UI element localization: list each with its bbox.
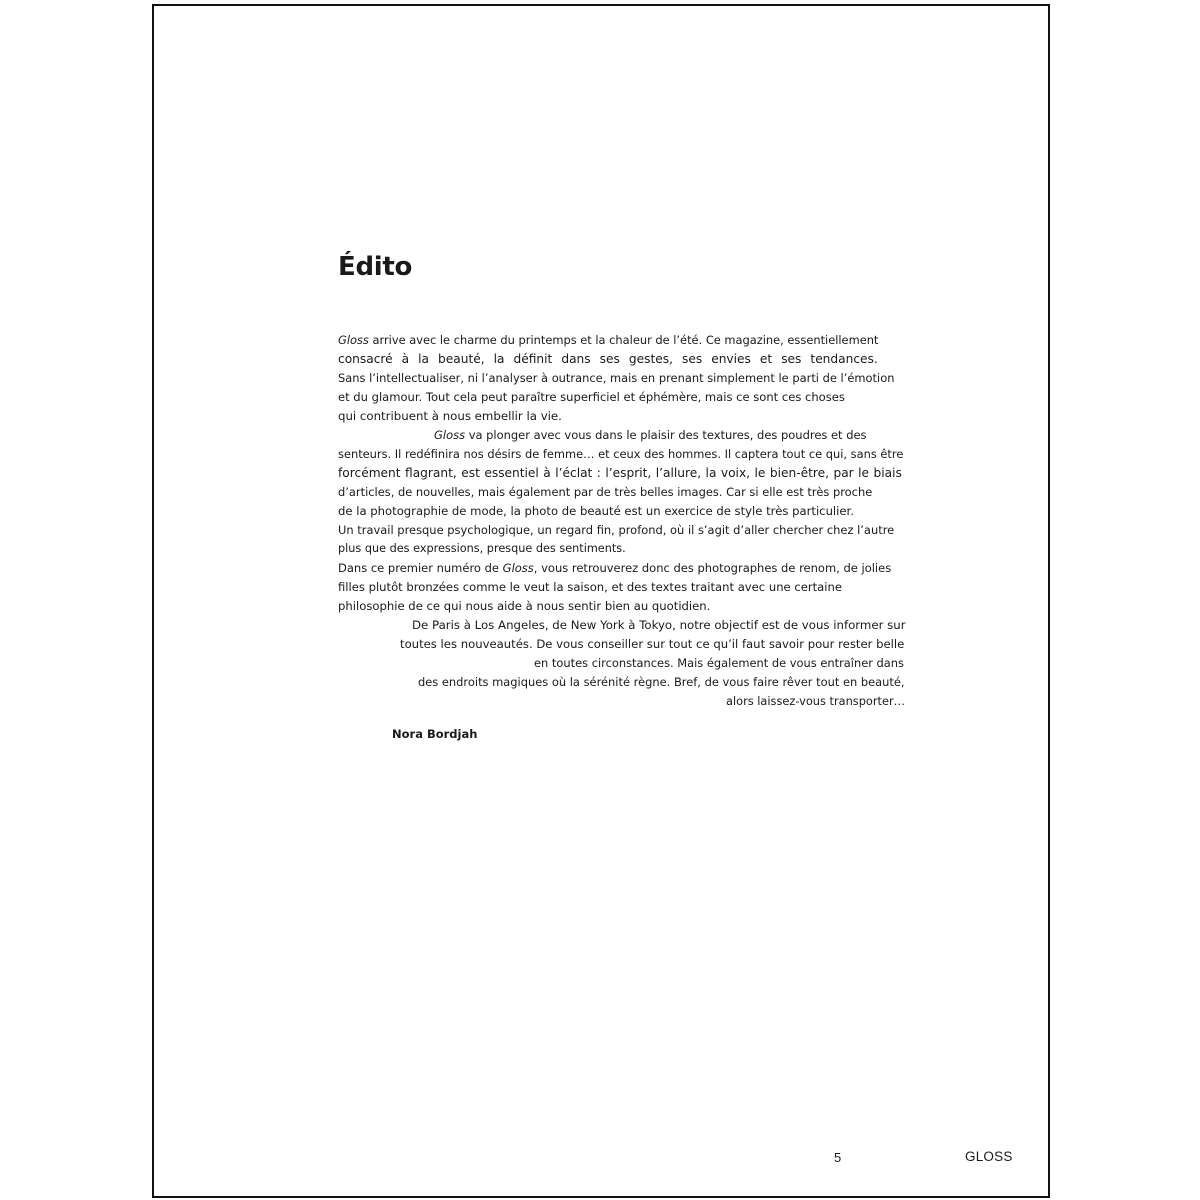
body-line: senteurs. Il redéfinira nos désirs de femme… et ceux des hommes. Il captera tout ce qui, sans être <box>338 447 904 461</box>
body-line: Gloss arrive avec le charme du printemps et la chaleur de l’été. Ce magazine, essentiellement <box>338 333 879 347</box>
body-line: forcément flagrant, est essentiel à l’éclat : l’esprit, l’allure, la voix, le bien-être, par le biais <box>338 466 902 480</box>
page-number: 5 <box>834 1150 842 1165</box>
magazine-brand: GLOSS <box>965 1149 1013 1164</box>
body-line: Un travail presque psychologique, un regard fin, profond, où il s’agit d’aller chercher chez l’autre <box>338 523 895 537</box>
body-line: d’articles, de nouvelles, mais également par de très belles images. Car si elle est très proche <box>338 485 873 499</box>
body-line: et du glamour. Tout cela peut paraître superficiel et éphémère, mais ce sont ces choses <box>338 390 845 404</box>
body-line: filles plutôt bronzées comme le veut la saison, et des textes traitant avec une certaine <box>338 580 842 594</box>
body-line: qui contribuent à nous embellir la vie. <box>338 409 562 423</box>
body-line: philosophie de ce qui nous aide à nous sentir bien au quotidien. <box>338 599 711 613</box>
body-line: alors laissez-vous transporter… <box>726 694 906 708</box>
body-line: Gloss va plonger avec vous dans le plaisir des textures, des poudres et des <box>434 428 867 442</box>
body-line: Dans ce premier numéro de Gloss, vous retrouverez donc des photographes de renom, de jolies <box>338 561 892 575</box>
body-line: Sans l’intellectualiser, ni l’analyser à outrance, mais en prenant simplement le parti de l’émotion <box>338 371 895 385</box>
page-title: Édito <box>338 252 413 282</box>
body-line: de la photographie de mode, la photo de beauté est un exercice de style très particulier. <box>338 504 854 518</box>
author-signature: Nora Bordjah <box>392 727 478 741</box>
body-line: toutes les nouveautés. De vous conseiller sur tout ce qu’il faut savoir pour rester belle <box>400 637 905 651</box>
body-line: des endroits magiques où la sérénité règne. Bref, de vous faire rêver tout en beauté, <box>418 675 905 689</box>
body-line: De Paris à Los Angeles, de New York à Tokyo, notre objectif est de vous informer sur <box>412 618 906 632</box>
body-line: consacré à la beauté, la définit dans ses gestes, ses envies et ses tendances. <box>338 352 878 366</box>
body-line: plus que des expressions, presque des sentiments. <box>338 542 626 555</box>
body-line: en toutes circonstances. Mais également de vous entraîner dans <box>534 656 904 670</box>
